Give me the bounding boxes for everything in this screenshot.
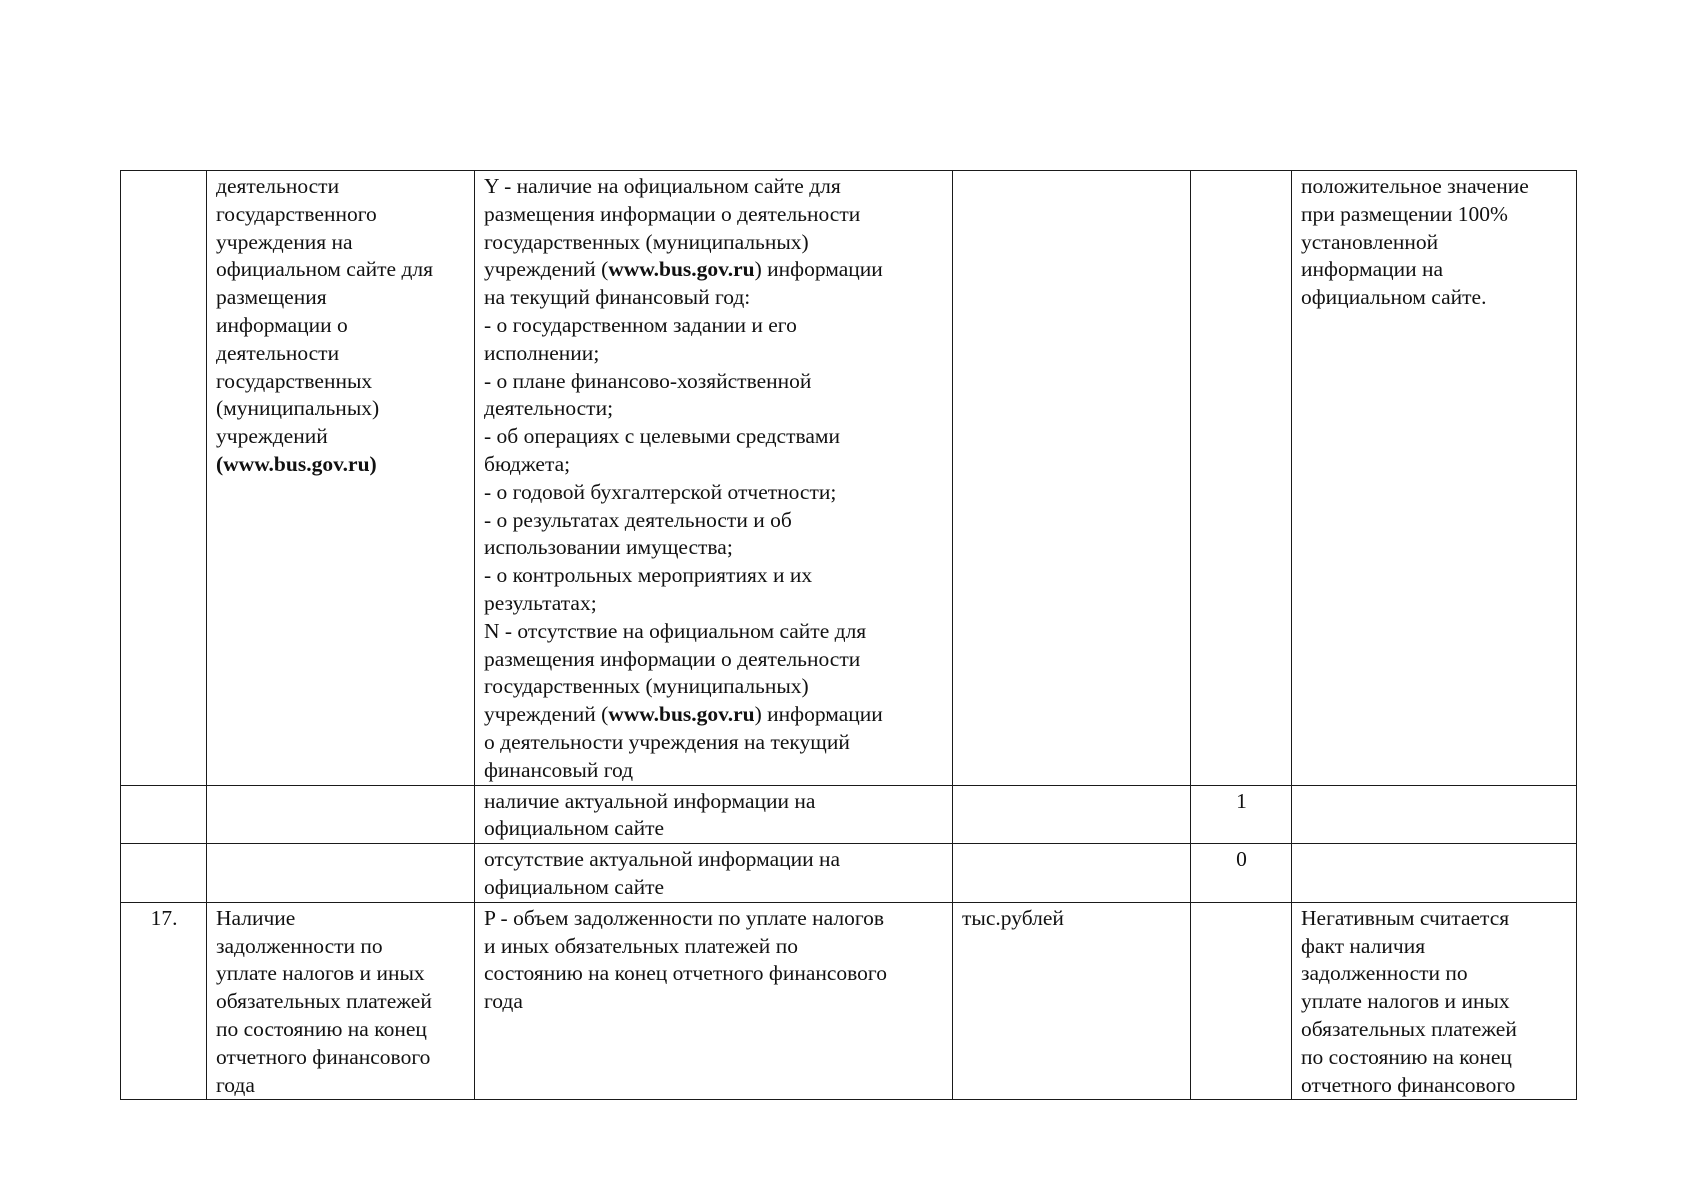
comment-line: факт наличия — [1301, 933, 1426, 958]
indicator-cell — [207, 844, 475, 903]
table-row — [121, 785, 1577, 844]
indicator-line: отчетного финансового — [216, 1044, 431, 1069]
formula-line: бюджета; — [484, 451, 571, 476]
formula-cell — [475, 785, 953, 844]
formula-cell — [475, 171, 953, 786]
comment-line: информации на — [1301, 257, 1444, 282]
formula-line: наличие актуальной информации на — [484, 788, 816, 813]
formula-line: и иных обязательных платежей по — [484, 933, 798, 958]
comment-line: по состоянию на конец — [1301, 1044, 1512, 1069]
formula-line: отсутствие актуальной информации на — [484, 847, 841, 872]
comment-line: положительное значение — [1301, 174, 1529, 198]
comment-line: отчетного финансового — [1301, 1072, 1516, 1097]
value-cell: 0 — [1191, 844, 1292, 903]
unit-cell: тыс.рублей — [953, 902, 1191, 1100]
indicator-line: по состоянию на конец — [216, 1016, 427, 1041]
formula-line: на текущий финансовый год: — [484, 285, 751, 310]
value-cell: 1 — [1191, 785, 1292, 844]
comment-line: задолженности по — [1301, 961, 1468, 986]
formula-line: состоянию на конец отчетного финансового — [484, 961, 887, 986]
formula-line: P - объем задолженности по уплате налогов — [484, 905, 885, 930]
indicator-line: обязательных платежей — [216, 989, 432, 1014]
formula-line: - о годовой бухгалтерской отчетности; — [484, 479, 837, 504]
unit-cell — [953, 785, 1191, 844]
comment-line: установленной — [1301, 229, 1439, 254]
row-number-cell — [121, 171, 207, 786]
formula-text: ) информации — [754, 257, 883, 282]
table-row — [121, 902, 1577, 1100]
unit-cell — [953, 844, 1191, 903]
comment-cell — [1292, 844, 1577, 903]
formula-text: учреждений ( — [484, 257, 609, 282]
formula-text: ) информации — [754, 702, 883, 727]
value-cell — [1191, 171, 1292, 786]
formula-line: Y - наличие на официальном сайте для — [484, 174, 841, 198]
comment-line: официальном сайте. — [1301, 285, 1487, 310]
unit-cell — [953, 171, 1191, 786]
indicator-cell — [207, 785, 475, 844]
formula-line: исполнении; — [484, 340, 600, 365]
indicator-line: задолженности по — [216, 933, 383, 958]
indicator-line: информации о — [216, 312, 348, 337]
value-cell — [1191, 902, 1292, 1100]
formula-line: года — [484, 989, 523, 1014]
website-url: www.bus.gov.ru — [608, 257, 755, 282]
formula-line: - о результатах деятельности и об — [484, 507, 792, 532]
formula-line: использовании имущества; — [484, 535, 733, 560]
comment-cell — [1292, 171, 1577, 786]
comment-line: обязательных платежей — [1301, 1016, 1517, 1041]
formula-line: N - отсутствие на официальном сайте для — [484, 618, 867, 643]
indicator-line: (муниципальных) — [216, 396, 380, 421]
row-number-cell — [121, 785, 207, 844]
indicator-table — [120, 170, 1577, 1100]
formula-line: размещения информации о деятельности — [484, 646, 861, 671]
formula-url-line — [484, 256, 944, 284]
indicator-line: учреждения на — [216, 229, 353, 254]
formula-line: результатах; — [484, 590, 597, 615]
formula-cell — [475, 902, 953, 1100]
indicator-line: государственных — [216, 368, 373, 393]
formula-line: государственных (муниципальных) — [484, 229, 809, 254]
formula-line: официальном сайте — [484, 816, 665, 841]
comment-line: уплате налогов и иных — [1301, 989, 1510, 1014]
indicator-line: государственного — [216, 201, 377, 226]
table-row — [121, 844, 1577, 903]
indicator-line: года — [216, 1072, 255, 1097]
indicator-line: официальном сайте для — [216, 257, 434, 282]
formula-line: о деятельности учреждения на текущий — [484, 729, 850, 754]
indicator-line: Наличие — [216, 905, 296, 930]
indicator-line: учреждений — [216, 424, 328, 449]
website-url: www.bus.gov.ru — [608, 702, 755, 727]
formula-line: - об операциях с целевыми средствами — [484, 424, 840, 449]
indicator-line: деятельности — [216, 340, 340, 365]
formula-line: - о плане финансово-хозяйственной — [484, 368, 812, 393]
formula-url-line — [484, 701, 944, 729]
comment-line: Негативным считается — [1301, 905, 1510, 930]
formula-cell — [475, 844, 953, 903]
formula-line: размещения информации о деятельности — [484, 201, 861, 226]
formula-line: финансовый год — [484, 757, 634, 782]
formula-text: учреждений ( — [484, 702, 609, 727]
table-row — [121, 171, 1577, 786]
formula-line: деятельности; — [484, 396, 614, 421]
formula-line: государственных (муниципальных) — [484, 674, 809, 699]
indicator-line: деятельности — [216, 174, 340, 198]
formula-line: - о контрольных мероприятиях и их — [484, 563, 813, 588]
comment-cell — [1292, 785, 1577, 844]
indicator-url-line: (www.bus.gov.ru) — [216, 451, 377, 476]
formula-line: - о государственном задании и его — [484, 312, 797, 337]
row-number-cell — [121, 844, 207, 903]
indicator-cell — [207, 902, 475, 1100]
comment-line: при размещении 100% — [1301, 201, 1508, 226]
indicator-line: размещения — [216, 285, 327, 310]
formula-line: официальном сайте — [484, 874, 665, 899]
indicator-cell — [207, 171, 475, 786]
row-number-cell: 17. — [121, 902, 207, 1100]
comment-cell — [1292, 902, 1577, 1100]
indicator-line: уплате налогов и иных — [216, 961, 425, 986]
